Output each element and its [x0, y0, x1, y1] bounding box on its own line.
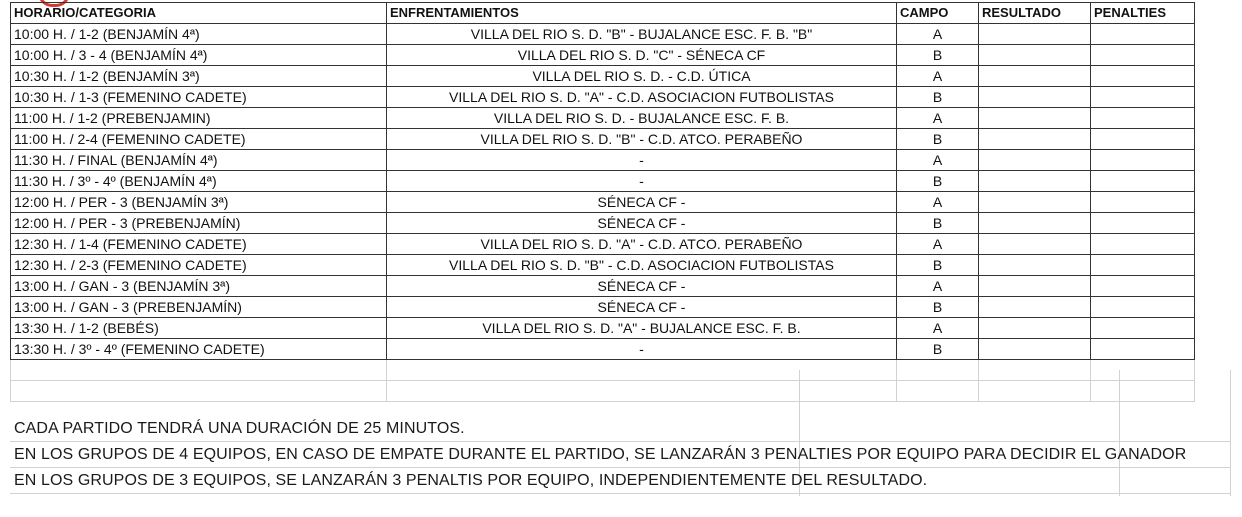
cell-enfrentamiento[interactable]: SÉNECA CF - — [387, 276, 897, 297]
match-row — [11, 150, 1195, 171]
match-row — [11, 129, 1195, 150]
cell-resultado[interactable] — [979, 276, 1091, 297]
match-row — [11, 234, 1195, 255]
match-rows — [11, 24, 1195, 360]
cell-enfrentamiento[interactable]: - — [387, 171, 897, 192]
cell-horario[interactable]: 11:00 H. / 1-2 (PREBENJAMIN) — [11, 108, 387, 129]
cell-campo[interactable]: A — [897, 66, 979, 87]
header-horario[interactable]: HORARIO/CATEGORIA — [11, 3, 387, 24]
cell-campo[interactable]: B — [897, 213, 979, 234]
cell-penalties[interactable] — [1091, 108, 1195, 129]
empty-cell[interactable] — [979, 381, 1091, 402]
cell-resultado[interactable] — [979, 213, 1091, 234]
cell-horario[interactable]: 10:00 H. / 1-2 (BENJAMÍN 4ª) — [11, 24, 387, 45]
cell-enfrentamiento[interactable]: VILLA DEL RIO S. D. - C.D. ÚTICA — [387, 66, 897, 87]
empty-cell[interactable] — [387, 360, 897, 381]
cell-horario[interactable]: 13:00 H. / GAN - 3 (BENJAMÍN 3ª) — [11, 276, 387, 297]
empty-cell[interactable] — [1091, 360, 1195, 381]
match-row — [11, 276, 1195, 297]
header-enfrentamientos[interactable]: ENFRENTAMIENTOS — [387, 3, 897, 24]
cell-campo[interactable]: A — [897, 24, 979, 45]
cell-horario[interactable]: 11:30 H. / 3º - 4º (BENJAMÍN 4ª) — [11, 171, 387, 192]
cell-resultado[interactable] — [979, 45, 1091, 66]
cell-penalties[interactable] — [1091, 339, 1195, 360]
cell-penalties[interactable] — [1091, 66, 1195, 87]
cell-enfrentamiento[interactable]: VILLA DEL RIO S. D. "B" - C.D. ATCO. PERABEÑO — [387, 129, 897, 150]
cell-campo[interactable]: A — [897, 276, 979, 297]
cell-resultado[interactable] — [979, 339, 1091, 360]
match-row — [11, 108, 1195, 129]
cell-horario[interactable]: 12:30 H. / 2-3 (FEMENINO CADETE) — [11, 255, 387, 276]
cell-penalties[interactable] — [1091, 255, 1195, 276]
empty-row — [11, 360, 1195, 381]
cell-horario[interactable]: 13:00 H. / GAN - 3 (PREBENJAMÍN) — [11, 297, 387, 318]
cell-campo[interactable]: B — [897, 297, 979, 318]
cell-penalties[interactable] — [1091, 213, 1195, 234]
cell-enfrentamiento[interactable]: VILLA DEL RIO S. D. "A" - BUJALANCE ESC. F. B. — [387, 318, 897, 339]
schedule-table — [10, 2, 1195, 402]
match-row — [11, 192, 1195, 213]
cell-penalties[interactable] — [1091, 234, 1195, 255]
empty-row — [11, 381, 1195, 402]
note-four-team-groups: EN LOS GRUPOS DE 4 EQUIPOS, EN CASO DE EMPATE DURANTE EL PARTIDO, SE LANZARÁN 3 PENALTIES POR EQUIPO PARA DECIDIR EL GANADOR — [14, 446, 1187, 463]
match-row — [11, 255, 1195, 276]
header-resultado[interactable]: RESULTADO — [979, 3, 1091, 24]
empty-cell[interactable] — [11, 381, 387, 402]
cell-horario[interactable]: 10:30 H. / 1-3 (FEMENINO CADETE) — [11, 87, 387, 108]
cell-penalties[interactable] — [1091, 276, 1195, 297]
cell-enfrentamiento[interactable]: SÉNECA CF - — [387, 213, 897, 234]
cell-campo[interactable]: A — [897, 234, 979, 255]
cell-horario[interactable]: 12:00 H. / PER - 3 (BENJAMÍN 3ª) — [11, 192, 387, 213]
cell-penalties[interactable] — [1091, 150, 1195, 171]
match-row — [11, 45, 1195, 66]
grid-line — [1230, 370, 1231, 496]
cell-campo[interactable]: B — [897, 45, 979, 66]
match-row — [11, 87, 1195, 108]
cell-penalties[interactable] — [1091, 45, 1195, 66]
cell-campo[interactable]: A — [897, 150, 979, 171]
match-row — [11, 297, 1195, 318]
cell-enfrentamiento[interactable]: VILLA DEL RIO S. D. - BUJALANCE ESC. F. B. — [387, 108, 897, 129]
match-row — [11, 171, 1195, 192]
cell-campo[interactable]: A — [897, 108, 979, 129]
cell-campo[interactable]: B — [897, 87, 979, 108]
empty-cell[interactable] — [11, 360, 387, 381]
grid-line — [1119, 370, 1120, 496]
cell-resultado[interactable] — [979, 129, 1091, 150]
match-row — [11, 318, 1195, 339]
cell-campo[interactable]: A — [897, 192, 979, 213]
grid-line — [10, 467, 1230, 468]
empty-cell[interactable] — [897, 381, 979, 402]
cell-enfrentamiento[interactable]: - — [387, 339, 897, 360]
cell-resultado[interactable] — [979, 171, 1091, 192]
cell-penalties[interactable] — [1091, 318, 1195, 339]
cell-penalties[interactable] — [1091, 192, 1195, 213]
grid-line — [10, 493, 1230, 494]
cell-horario[interactable]: 12:00 H. / PER - 3 (PREBENJAMÍN) — [11, 213, 387, 234]
cell-campo[interactable]: B — [897, 255, 979, 276]
cell-enfrentamiento[interactable]: VILLA DEL RIO S. D. "B" - C.D. ASOCIACION FUTBOLISTAS — [387, 255, 897, 276]
cell-enfrentamiento[interactable]: SÉNECA CF - — [387, 297, 897, 318]
cell-resultado[interactable] — [979, 192, 1091, 213]
cell-horario[interactable]: 13:30 H. / 1-2 (BEBÉS) — [11, 318, 387, 339]
cell-resultado[interactable] — [979, 318, 1091, 339]
empty-cell[interactable] — [1091, 381, 1195, 402]
cell-horario[interactable]: 13:30 H. / 3º - 4º (FEMENINO CADETE) — [11, 339, 387, 360]
cell-campo[interactable]: B — [897, 129, 979, 150]
cell-enfrentamiento[interactable]: VILLA DEL RIO S. D. "A" - C.D. ASOCIACION FUTBOLISTAS — [387, 87, 897, 108]
cell-horario[interactable]: 10:30 H. / 1-2 (BENJAMÍN 3ª) — [11, 66, 387, 87]
cell-penalties[interactable] — [1091, 297, 1195, 318]
cell-penalties[interactable] — [1091, 171, 1195, 192]
match-row — [11, 66, 1195, 87]
cell-campo[interactable]: A — [897, 318, 979, 339]
cell-horario[interactable]: 12:30 H. / 1-4 (FEMENINO CADETE) — [11, 234, 387, 255]
empty-cell[interactable] — [897, 360, 979, 381]
cell-enfrentamiento[interactable]: VILLA DEL RIO S. D. "C" - SÉNECA CF — [387, 45, 897, 66]
cell-campo[interactable]: B — [897, 171, 979, 192]
cell-horario[interactable]: 11:30 H. / FINAL (BENJAMÍN 4ª) — [11, 150, 387, 171]
cell-horario[interactable]: 10:00 H. / 3 - 4 (BENJAMÍN 4ª) — [11, 45, 387, 66]
cell-enfrentamiento[interactable]: SÉNECA CF - — [387, 192, 897, 213]
cell-resultado[interactable] — [979, 87, 1091, 108]
empty-cell[interactable] — [387, 381, 897, 402]
note-duration: CADA PARTIDO TENDRÁ UNA DURACIÓN DE 25 MINUTOS. — [14, 420, 465, 437]
empty-cell[interactable] — [979, 360, 1091, 381]
cell-resultado[interactable] — [979, 255, 1091, 276]
cell-enfrentamiento[interactable]: - — [387, 150, 897, 171]
cell-resultado[interactable] — [979, 150, 1091, 171]
cell-horario[interactable]: 11:00 H. / 2-4 (FEMENINO CADETE) — [11, 129, 387, 150]
cell-resultado[interactable] — [979, 24, 1091, 45]
cell-resultado[interactable] — [979, 108, 1091, 129]
grid-line — [10, 441, 1230, 442]
empty-rows — [11, 360, 1195, 402]
match-row — [11, 213, 1195, 234]
header-campo[interactable]: CAMPO — [897, 3, 979, 24]
cell-campo[interactable]: B — [897, 339, 979, 360]
header-row — [11, 3, 1195, 24]
cell-penalties[interactable] — [1091, 87, 1195, 108]
cell-enfrentamiento[interactable]: VILLA DEL RIO S. D. "A" - C.D. ATCO. PERABEÑO — [387, 234, 897, 255]
cell-enfrentamiento[interactable]: VILLA DEL RIO S. D. "B" - BUJALANCE ESC. F. B. "B" — [387, 24, 897, 45]
header-penalties[interactable]: PENALTIES — [1091, 3, 1195, 24]
cell-resultado[interactable] — [979, 297, 1091, 318]
note-three-team-groups: EN LOS GRUPOS DE 3 EQUIPOS, SE LANZARÁN 3 PENALTIS POR EQUIPO, INDEPENDIENTEMENTE DEL RESULTADO. — [14, 472, 928, 489]
match-row — [11, 339, 1195, 360]
cell-penalties[interactable] — [1091, 129, 1195, 150]
cell-penalties[interactable] — [1091, 24, 1195, 45]
cell-resultado[interactable] — [979, 66, 1091, 87]
cell-resultado[interactable] — [979, 234, 1091, 255]
match-row — [11, 24, 1195, 45]
